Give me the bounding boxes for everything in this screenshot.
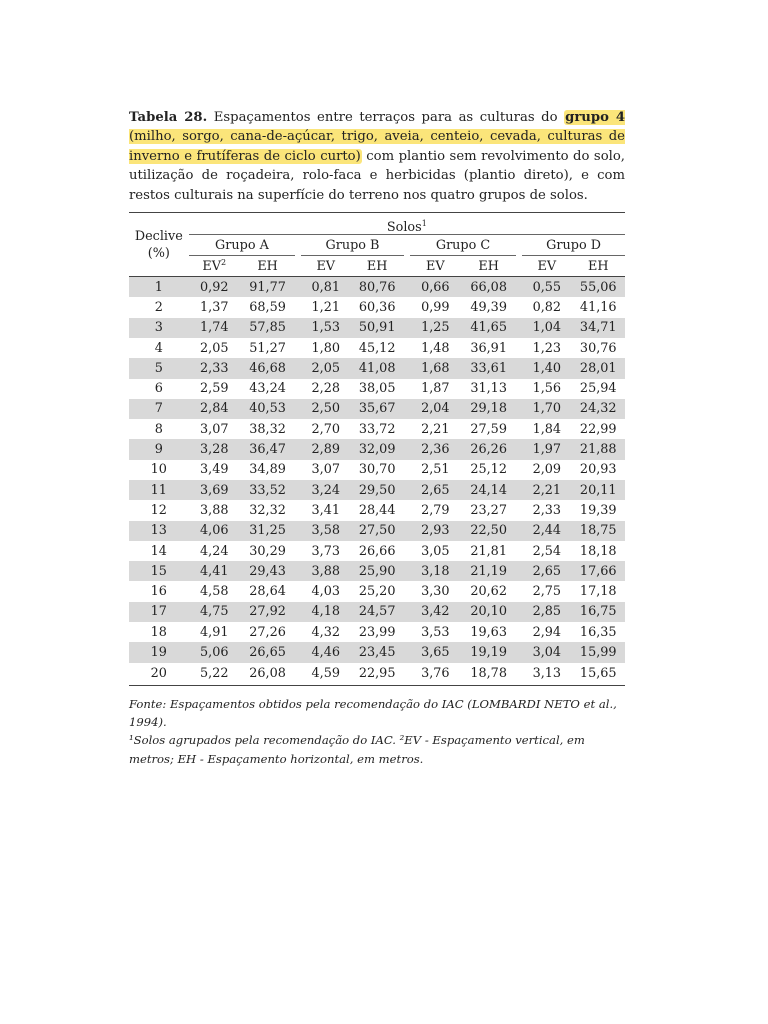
cell-eh-c: 31,13	[470, 381, 507, 397]
caption-text: Espaçamentos entre terraços para as culturas do	[207, 110, 565, 125]
cell-ev-c: 0,66	[410, 277, 461, 298]
cell-eh-b: 29,50	[350, 480, 403, 500]
eh-header-b: EH	[350, 256, 403, 277]
cell-ev-c: 2,93	[410, 521, 461, 541]
cell-ev-c: 3,42	[410, 602, 461, 622]
cell-eh-b: 35,67	[350, 399, 403, 419]
cell-ev-a: 1,37	[200, 299, 229, 315]
ev-header-a: $EV^2$	[189, 256, 240, 277]
cell-eh-c: 21,81	[470, 543, 507, 559]
cell-ev-b: 3,07	[311, 462, 340, 478]
cell-eh-b: 50,91	[350, 318, 403, 338]
cell-ev-c: 1,25	[410, 318, 461, 338]
cell-eh-d: 30,76	[579, 340, 617, 356]
cell-ev-d: 1,56	[532, 381, 562, 397]
cell-ev-c: 3,30	[421, 584, 450, 600]
highlighted-crops: (milho, sorgo, cana-de-açúcar, trigo, aveia, centeio, cevada, culturas de inverno e frutíferas de ciclo curto)	[129, 129, 625, 164]
cell-eh-c: 20,62	[470, 584, 507, 600]
cell-eh-b: 28,44	[358, 502, 396, 518]
cell-eh-b: 45,12	[358, 340, 396, 356]
cell-eh-c: 24,14	[461, 480, 516, 500]
cell-eh-a: 26,65	[240, 642, 295, 662]
cell-ev-b: 3,58	[301, 521, 350, 541]
cell-eh-c: 18,78	[461, 663, 516, 686]
cell-eh-a: 33,52	[240, 480, 295, 500]
cell-eh-a: 38,32	[249, 421, 286, 437]
cell-eh-d: 22,99	[579, 421, 617, 437]
cell-ev-d: 3,04	[522, 642, 571, 662]
ev-header-d: EV	[522, 256, 571, 277]
cell-ev-b: 4,03	[311, 584, 340, 600]
cell-eh-a: 34,89	[249, 462, 286, 478]
cell-eh-a: 29,43	[240, 561, 295, 581]
cell-declive: 11	[129, 480, 189, 500]
cell-eh-a: 28,64	[249, 584, 286, 600]
cell-eh-a: 32,32	[249, 502, 286, 518]
group-b-header: Grupo B	[301, 235, 404, 256]
cell-declive: 7	[129, 399, 189, 419]
cell-eh-c: 23,27	[470, 502, 507, 518]
cell-eh-d: 15,99	[571, 642, 625, 662]
cell-ev-a: 3,07	[200, 421, 229, 437]
cell-ev-b: 3,73	[311, 543, 340, 559]
table-footnote	[129, 695, 625, 769]
ev-header-b: EV	[301, 256, 350, 277]
cell-eh-c: 22,50	[461, 521, 516, 541]
table-row	[129, 277, 625, 298]
cell-ev-a: 2,33	[189, 358, 240, 378]
cell-ev-d: 2,21	[522, 480, 571, 500]
cell-eh-c: 49,39	[470, 299, 507, 315]
cell-ev-b: 2,05	[301, 358, 350, 378]
cell-declive: 18	[150, 624, 167, 640]
cell-eh-b: 60,36	[358, 299, 396, 315]
cell-eh-d: 55,06	[571, 277, 625, 298]
cell-eh-d: 18,75	[571, 521, 625, 541]
cell-declive: 5	[129, 358, 189, 378]
cell-ev-b: 4,32	[311, 624, 340, 640]
table-row	[129, 338, 625, 358]
cell-eh-b: 26,66	[358, 543, 396, 559]
document-page	[129, 108, 625, 768]
cell-eh-a: 36,47	[240, 439, 295, 459]
eh-header-a: EH	[240, 256, 295, 277]
declive-header	[129, 213, 189, 277]
cell-ev-c: 1,68	[410, 358, 461, 378]
cell-ev-c: 3,76	[410, 663, 461, 686]
cell-ev-a: 5,06	[189, 642, 240, 662]
cell-eh-d: 20,93	[579, 462, 617, 478]
cell-ev-b: 1,53	[301, 318, 350, 338]
table-row	[129, 622, 625, 642]
eh-header-d: EH	[571, 256, 625, 277]
cell-ev-a: 4,91	[200, 624, 229, 640]
cell-eh-c: 21,19	[461, 561, 516, 581]
cell-ev-a: 2,05	[200, 340, 229, 356]
cell-declive: 14	[150, 543, 167, 559]
cell-ev-a: 4,41	[189, 561, 240, 581]
table-row	[129, 297, 625, 317]
cell-eh-d: 28,01	[571, 358, 625, 378]
cell-ev-d: 1,40	[522, 358, 571, 378]
cell-declive: 20	[129, 663, 189, 686]
table-row	[129, 602, 625, 622]
table-body	[129, 277, 625, 686]
ev-header-c: EV	[410, 256, 461, 277]
cell-ev-d: 2,44	[522, 521, 571, 541]
cell-eh-a: 40,53	[240, 399, 295, 419]
cell-ev-c: 2,21	[421, 421, 450, 437]
cell-ev-b: 1,21	[311, 299, 340, 315]
cell-eh-b: 32,09	[350, 439, 403, 459]
cell-ev-a: 4,58	[200, 584, 229, 600]
cell-eh-d: 17,18	[579, 584, 617, 600]
highlighted-group: grupo 4	[565, 110, 626, 125]
cell-ev-b: 3,41	[311, 502, 340, 518]
cell-declive: 4	[154, 340, 163, 356]
cell-eh-b: 30,70	[358, 462, 396, 478]
cell-eh-b: 38,05	[358, 381, 396, 397]
cell-eh-d: 16,75	[571, 602, 625, 622]
cell-ev-c: 2,65	[410, 480, 461, 500]
cell-eh-b: 25,20	[358, 584, 396, 600]
cell-eh-b: 25,90	[350, 561, 403, 581]
cell-ev-b: 2,50	[301, 399, 350, 419]
cell-eh-c: 29,18	[461, 399, 516, 419]
cell-ev-a: 2,84	[189, 399, 240, 419]
cell-ev-d: 1,70	[522, 399, 571, 419]
cell-eh-c: 25,12	[470, 462, 507, 478]
footnote-definitions: ¹Solos agrupados pela recomendação do IAC. ²EV - Espaçamento vertical, em metros; EH - Espaçamento horizontal, em metros.	[129, 733, 585, 766]
cell-eh-a: 43,24	[249, 381, 286, 397]
cell-ev-a: 4,06	[189, 521, 240, 541]
table-row	[129, 521, 625, 541]
group-c-header: Grupo C	[410, 235, 517, 256]
cell-eh-b: 23,45	[350, 642, 403, 662]
cell-ev-c: 2,79	[421, 502, 450, 518]
table-row	[129, 379, 625, 399]
cell-declive: 3	[129, 318, 189, 338]
cell-ev-d: 2,09	[532, 462, 562, 478]
table-row	[129, 541, 625, 561]
cell-eh-d: 24,32	[571, 399, 625, 419]
cell-ev-b: 3,88	[301, 561, 350, 581]
cell-ev-c: 1,87	[421, 381, 450, 397]
cell-eh-a: 46,68	[240, 358, 295, 378]
cell-ev-a: 3,28	[189, 439, 240, 459]
cell-eh-c: 19,63	[470, 624, 507, 640]
cell-ev-d: 2,65	[522, 561, 571, 581]
cell-ev-c: 1,48	[421, 340, 450, 356]
cell-eh-a: 68,59	[249, 299, 286, 315]
cell-eh-d: 15,65	[571, 663, 625, 686]
solos-header: Solos	[386, 220, 422, 236]
cell-eh-a: 31,25	[240, 521, 295, 541]
cell-ev-c: 3,53	[421, 624, 450, 640]
cell-ev-a: 3,88	[200, 502, 229, 518]
cell-declive: 9	[129, 439, 189, 459]
cell-ev-d: 1,23	[532, 340, 562, 356]
table-row	[129, 480, 625, 500]
table-row	[129, 460, 625, 480]
cell-declive: 1	[129, 277, 189, 298]
cell-ev-d: 2,85	[522, 602, 571, 622]
cell-declive: 13	[129, 521, 189, 541]
cell-ev-d: 2,94	[532, 624, 562, 640]
cell-declive: 19	[129, 642, 189, 662]
cell-ev-a: 5,22	[189, 663, 240, 686]
cell-ev-b: 4,18	[301, 602, 350, 622]
table-label: Tabela 28.	[129, 110, 208, 125]
cell-ev-a: 4,75	[189, 602, 240, 622]
table-row	[129, 642, 625, 662]
cell-ev-c: 2,36	[410, 439, 461, 459]
cell-ev-d: 2,54	[532, 543, 562, 559]
solos-header-cell	[189, 213, 625, 236]
cell-eh-d: 17,66	[571, 561, 625, 581]
cell-eh-b: 41,08	[350, 358, 403, 378]
table-row	[129, 561, 625, 581]
cell-eh-b: 80,76	[350, 277, 403, 298]
cell-ev-b: 2,28	[311, 381, 340, 397]
cell-ev-d: 1,04	[522, 318, 571, 338]
cell-declive: 6	[154, 381, 163, 397]
cell-ev-d: 2,33	[532, 502, 562, 518]
cell-ev-d: 1,84	[532, 421, 562, 437]
cell-eh-d: 16,35	[579, 624, 617, 640]
cell-ev-a: 4,24	[200, 543, 229, 559]
cell-eh-c: 41,65	[461, 318, 516, 338]
cell-declive: 17	[129, 602, 189, 622]
cell-ev-b: 0,81	[301, 277, 350, 298]
cell-declive: 10	[150, 462, 167, 478]
cell-eh-d: 34,71	[571, 318, 625, 338]
cell-ev-a: 3,49	[200, 462, 229, 478]
cell-ev-d: 0,55	[522, 277, 571, 298]
cell-ev-a: 3,69	[189, 480, 240, 500]
table-caption	[129, 108, 625, 205]
cell-declive: 12	[150, 502, 167, 518]
ev-footnote-mark: 2	[221, 258, 227, 268]
cell-ev-a: 1,74	[189, 318, 240, 338]
table-row	[129, 500, 625, 520]
cell-eh-d: 21,88	[571, 439, 625, 459]
table-row	[129, 581, 625, 601]
cell-eh-a: 30,29	[249, 543, 286, 559]
cell-eh-b: 23,99	[358, 624, 396, 640]
cell-declive: 8	[154, 421, 163, 437]
solos-footnote-mark: 1	[421, 219, 427, 229]
group-a-header: Grupo A	[189, 235, 296, 256]
cell-ev-c: 0,99	[421, 299, 450, 315]
cell-ev-c: 3,05	[421, 543, 450, 559]
cell-declive: 16	[150, 584, 167, 600]
cell-eh-b: 24,57	[350, 602, 403, 622]
cell-ev-d: 1,97	[522, 439, 571, 459]
cell-eh-a: 27,26	[249, 624, 286, 640]
eh-header-c: EH	[461, 256, 516, 277]
declive-label: Declive	[134, 228, 183, 244]
cell-declive: 2	[154, 299, 163, 315]
spacing-table	[129, 212, 625, 686]
cell-eh-c: 66,08	[461, 277, 516, 298]
table-row	[129, 663, 625, 686]
table-row	[129, 399, 625, 419]
cell-eh-a: 91,77	[240, 277, 295, 298]
cell-ev-b: 2,89	[301, 439, 350, 459]
cell-ev-b: 4,59	[301, 663, 350, 686]
footnote-source: Fonte: Espaçamentos obtidos pela recomendação do IAC (LOMBARDI NETO et al., 1994).	[129, 696, 617, 730]
cell-ev-b: 2,70	[311, 421, 340, 437]
cell-eh-d: 18,18	[579, 543, 617, 559]
table-row	[129, 358, 625, 378]
group-d-header: Grupo D	[522, 235, 625, 256]
cell-ev-c: 2,51	[421, 462, 450, 478]
cell-eh-a: 51,27	[249, 340, 286, 356]
cell-eh-d: 41,16	[579, 299, 617, 315]
cell-ev-c: 2,04	[410, 399, 461, 419]
cell-eh-a: 57,85	[240, 318, 295, 338]
cell-eh-d: 25,94	[579, 381, 617, 397]
cell-eh-a: 27,92	[240, 602, 295, 622]
cell-declive: 15	[129, 561, 189, 581]
cell-eh-b: 33,72	[358, 421, 396, 437]
cell-eh-c: 19,19	[461, 642, 516, 662]
cell-ev-a: 0,92	[189, 277, 240, 298]
caption-text-end: com plantio sem revolvimento do solo, utilização de roçadeira, rolo-faca e herbicidas (plantio direto), e com restos culturais na superfície do terreno nos quatro grupos de solos.	[129, 148, 625, 203]
cell-ev-c: 3,65	[410, 642, 461, 662]
cell-ev-d: 2,75	[532, 584, 562, 600]
cell-eh-a: 26,08	[240, 663, 295, 686]
cell-eh-c: 36,91	[470, 340, 507, 356]
cell-eh-d: 19,39	[579, 502, 617, 518]
cell-eh-b: 22,95	[350, 663, 403, 686]
cell-ev-b: 3,24	[301, 480, 350, 500]
cell-ev-b: 4,46	[301, 642, 350, 662]
cell-ev-c: 3,18	[410, 561, 461, 581]
cell-ev-d: 3,13	[522, 663, 571, 686]
cell-ev-d: 0,82	[532, 299, 562, 315]
cell-ev-b: 1,80	[311, 340, 340, 356]
table-row	[129, 419, 625, 439]
table-row	[129, 439, 625, 459]
cell-eh-c: 20,10	[461, 602, 516, 622]
table-row	[129, 318, 625, 338]
cell-eh-c: 27,59	[470, 421, 507, 437]
cell-ev-a: 2,59	[200, 381, 229, 397]
cell-eh-b: 27,50	[350, 521, 403, 541]
cell-eh-c: 33,61	[461, 358, 516, 378]
cell-eh-d: 20,11	[571, 480, 625, 500]
declive-unit: (%)	[147, 245, 170, 261]
cell-eh-c: 26,26	[461, 439, 516, 459]
